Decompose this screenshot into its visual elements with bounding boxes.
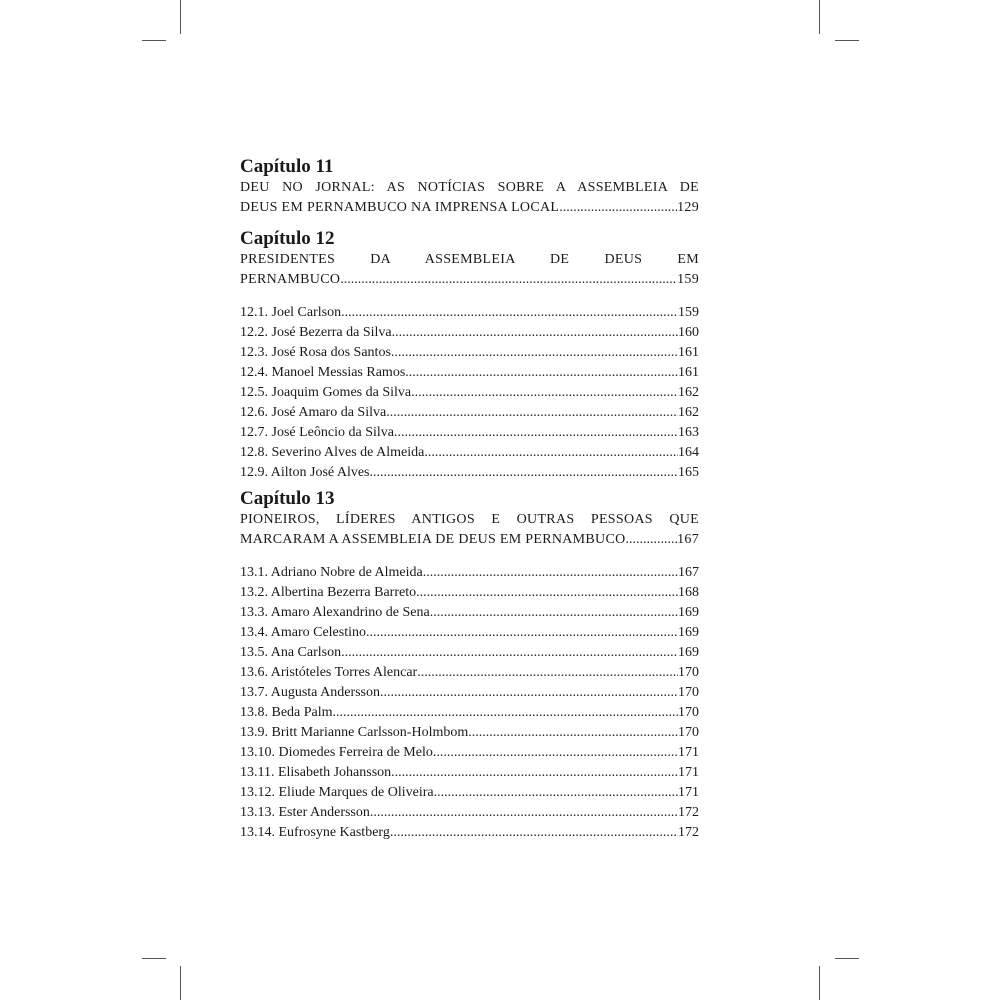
dot-leader bbox=[434, 783, 678, 803]
dot-leader bbox=[626, 530, 678, 550]
dot-leader bbox=[417, 663, 678, 683]
entry-label: 13.5. Ana Carlson bbox=[240, 645, 342, 660]
chapter-description-line: MARCARAM A ASSEMBLEIA DE DEUS EM PERNAMBUCO bbox=[240, 532, 626, 547]
toc-entry[interactable] bbox=[240, 323, 699, 343]
chapter-13 bbox=[240, 488, 699, 843]
dot-leader bbox=[468, 723, 678, 743]
toc-entry[interactable] bbox=[240, 383, 699, 403]
toc-entry[interactable] bbox=[240, 703, 699, 723]
dot-leader bbox=[333, 703, 678, 723]
entry-label: 13.7. Augusta Andersson bbox=[240, 685, 380, 700]
toc-entry[interactable] bbox=[240, 823, 699, 843]
dot-leader bbox=[424, 443, 678, 463]
page-number: 167 bbox=[678, 565, 699, 580]
page-number: 170 bbox=[678, 665, 699, 680]
chapter-description bbox=[240, 510, 699, 550]
toc-entry[interactable] bbox=[240, 663, 699, 683]
chapter-description bbox=[240, 250, 699, 290]
dot-leader bbox=[380, 683, 678, 703]
page-number: 170 bbox=[678, 725, 699, 740]
dot-leader bbox=[416, 583, 678, 603]
entry-label: 12.6. José Amaro da Silva bbox=[240, 405, 387, 420]
entry-label: 13.10. Diomedes Ferreira de Melo bbox=[240, 745, 433, 760]
entry-label: 12.8. Severino Alves de Almeida bbox=[240, 445, 425, 460]
page-number: 167 bbox=[677, 532, 699, 547]
toc-entry[interactable] bbox=[240, 763, 699, 783]
page-number: 162 bbox=[678, 385, 699, 400]
chapter-description-line: PRESIDENTES DA ASSEMBLEIA DE DEUS EM bbox=[240, 252, 699, 267]
toc-entry[interactable] bbox=[240, 643, 699, 663]
crop-mark-top-right-horizontal bbox=[835, 40, 859, 41]
dot-leader bbox=[392, 323, 678, 343]
entry-label: 13.14. Eufrosyne Kastberg bbox=[240, 825, 390, 840]
entry-label: 13.4. Amaro Celestino bbox=[240, 625, 366, 640]
entry-label: 13.6. Aristóteles Torres Alencar bbox=[240, 665, 418, 680]
dot-leader bbox=[366, 623, 678, 643]
table-of-contents bbox=[240, 156, 699, 843]
dot-leader bbox=[559, 198, 677, 218]
crop-mark-bottom-left-horizontal bbox=[142, 958, 166, 959]
chapter-12 bbox=[240, 228, 699, 483]
page-number: 168 bbox=[678, 585, 699, 600]
chapter-description-line: DEU NO JORNAL: AS NOTÍCIAS SOBRE A ASSEMBLEIA DE bbox=[240, 180, 699, 195]
page-number: 171 bbox=[678, 785, 699, 800]
entry-label: 12.2. José Bezerra da Silva bbox=[240, 325, 392, 340]
entry-label: 12.3. José Rosa dos Santos bbox=[240, 345, 391, 360]
page-number: 162 bbox=[678, 405, 699, 420]
chapter-title: Capítulo 13 bbox=[240, 488, 335, 509]
entry-label: 13.1. Adriano Nobre de Almeida bbox=[240, 565, 423, 580]
toc-entry[interactable] bbox=[240, 583, 699, 603]
toc-entry[interactable] bbox=[240, 803, 699, 823]
entry-label: 13.13. Ester Andersson bbox=[240, 805, 370, 820]
toc-entry[interactable] bbox=[240, 343, 699, 363]
page-number: 161 bbox=[678, 365, 699, 380]
dot-leader bbox=[370, 803, 678, 823]
page-number: 159 bbox=[677, 272, 699, 287]
page-number: 171 bbox=[678, 745, 699, 760]
dot-leader bbox=[340, 270, 677, 290]
page-number: 129 bbox=[677, 200, 699, 215]
page-number: 170 bbox=[678, 685, 699, 700]
dot-leader bbox=[391, 763, 678, 783]
crop-mark-bottom-right-horizontal bbox=[835, 958, 859, 959]
toc-entry[interactable] bbox=[240, 683, 699, 703]
crop-mark-top-left-vertical bbox=[180, 0, 181, 34]
toc-entry[interactable] bbox=[240, 723, 699, 743]
entry-label: 12.1. Joel Carlson bbox=[240, 305, 342, 320]
crop-mark-top-left-horizontal bbox=[142, 40, 166, 41]
chapter-description-line: PERNAMBUCO bbox=[240, 272, 341, 287]
entry-label: 13.3. Amaro Alexandrino de Sena bbox=[240, 605, 430, 620]
dot-leader bbox=[341, 303, 678, 323]
dot-leader bbox=[423, 563, 678, 583]
dot-leader bbox=[370, 463, 678, 483]
page-number: 169 bbox=[678, 645, 699, 660]
chapter-description-line: DEUS EM PERNAMBUCO NA IMPRENSA LOCAL bbox=[240, 200, 560, 215]
entry-label: 12.7. José Leôncio da Silva bbox=[240, 425, 394, 440]
page-number: 169 bbox=[678, 605, 699, 620]
entry-label: 12.4. Manoel Messias Ramos bbox=[240, 365, 406, 380]
entry-label: 13.12. Eliude Marques de Oliveira bbox=[240, 785, 434, 800]
page-number: 170 bbox=[678, 705, 699, 720]
page-number: 165 bbox=[678, 465, 699, 480]
entry-label: 13.11. Elisabeth Johansson bbox=[240, 765, 392, 780]
dot-leader bbox=[390, 823, 678, 843]
chapter-description bbox=[240, 178, 699, 218]
dot-leader bbox=[341, 643, 678, 663]
dot-leader bbox=[411, 383, 678, 403]
dot-leader bbox=[386, 403, 678, 423]
page-number: 161 bbox=[678, 345, 699, 360]
toc-entry[interactable] bbox=[240, 363, 699, 383]
chapter-entry[interactable] bbox=[240, 270, 699, 290]
chapter-title: Capítulo 12 bbox=[240, 228, 335, 249]
page-number: 171 bbox=[678, 765, 699, 780]
page-number: 164 bbox=[678, 445, 699, 460]
toc-entry[interactable] bbox=[240, 743, 699, 763]
entry-label: 12.9. Ailton José Alves bbox=[240, 465, 370, 480]
toc-entry[interactable] bbox=[240, 603, 699, 623]
chapter-title: Capítulo 11 bbox=[240, 156, 334, 177]
page-number: 172 bbox=[678, 825, 699, 840]
chapter-entry[interactable] bbox=[240, 198, 699, 218]
chapter-entry[interactable] bbox=[240, 530, 699, 550]
entry-label: 13.8. Beda Palm bbox=[240, 705, 333, 720]
toc-entry[interactable] bbox=[240, 443, 699, 463]
entry-label: 13.9. Britt Marianne Carlsson-Holmbom bbox=[240, 725, 469, 740]
crop-mark-bottom-right-vertical bbox=[819, 966, 820, 1000]
dot-leader bbox=[430, 603, 678, 623]
page-number: 160 bbox=[678, 325, 699, 340]
chapter-description-line: PIONEIROS, LÍDERES ANTIGOS E OUTRAS PESSOAS QUE bbox=[240, 512, 699, 527]
page-number: 159 bbox=[678, 305, 699, 320]
page-number: 172 bbox=[678, 805, 699, 820]
toc-entry[interactable] bbox=[240, 623, 699, 643]
section-list bbox=[240, 303, 699, 483]
toc-entry[interactable] bbox=[240, 303, 699, 323]
crop-mark-top-right-vertical bbox=[819, 0, 820, 34]
page-number: 163 bbox=[678, 425, 699, 440]
dot-leader bbox=[394, 423, 678, 443]
toc-entry[interactable] bbox=[240, 783, 699, 803]
section-list bbox=[240, 563, 699, 843]
dot-leader bbox=[405, 363, 678, 383]
crop-mark-bottom-left-vertical bbox=[180, 966, 181, 1000]
toc-entry[interactable] bbox=[240, 423, 699, 443]
toc-entry[interactable] bbox=[240, 563, 699, 583]
chapter-11 bbox=[240, 156, 699, 218]
toc-entry[interactable] bbox=[240, 403, 699, 423]
toc-entry[interactable] bbox=[240, 463, 699, 483]
entry-label: 12.5. Joaquim Gomes da Silva bbox=[240, 385, 412, 400]
dot-leader bbox=[391, 343, 678, 363]
entry-label: 13.2. Albertina Bezerra Barreto bbox=[240, 585, 417, 600]
page-number: 169 bbox=[678, 625, 699, 640]
dot-leader bbox=[433, 743, 678, 763]
